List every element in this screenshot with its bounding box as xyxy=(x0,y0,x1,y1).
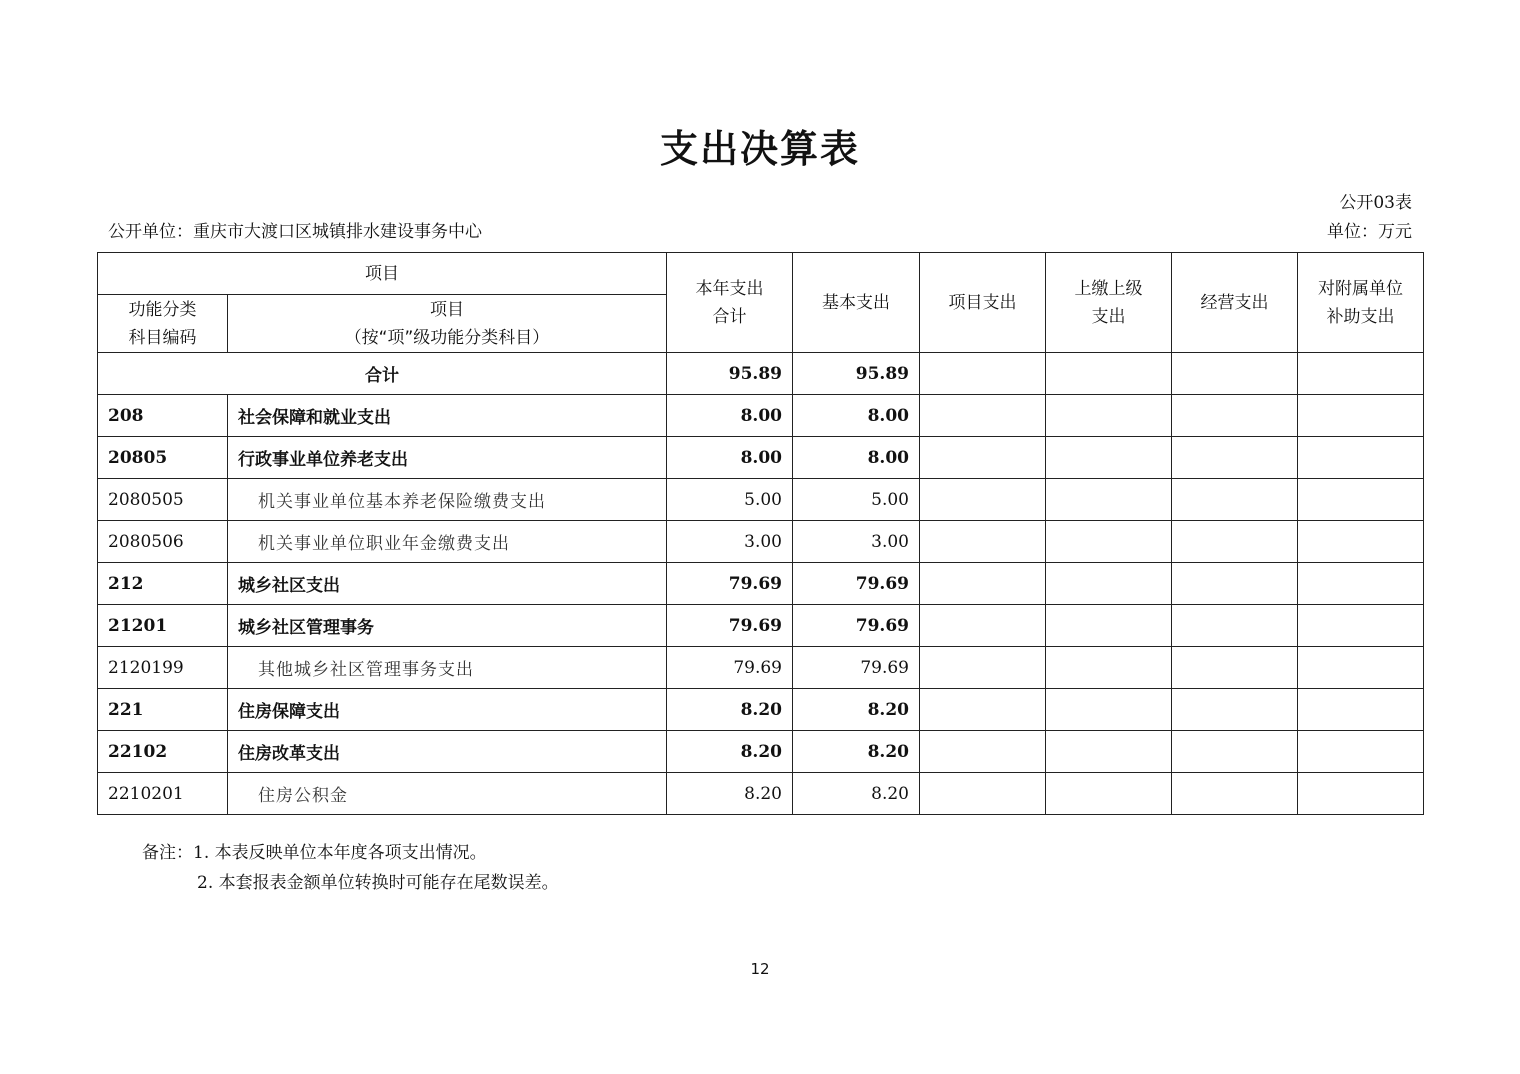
row-basic: 8.20 xyxy=(793,731,920,773)
header-project-group: 项目 xyxy=(98,253,667,295)
total-basic: 95.89 xyxy=(793,353,920,395)
row-code: 2210201 xyxy=(98,773,228,815)
row-name: 住房公积金 xyxy=(228,773,667,815)
page-number: 12 xyxy=(750,960,770,978)
row-basic: 8.00 xyxy=(793,395,920,437)
row-name: 其他城乡社区管理事务支出 xyxy=(228,647,667,689)
header-project: 项目支出 xyxy=(920,253,1046,353)
total-row xyxy=(98,353,1424,395)
row-code: 208 xyxy=(98,395,228,437)
table-row xyxy=(98,731,1424,773)
row-name: 城乡社区支出 xyxy=(228,563,667,605)
row-name: 机关事业单位职业年金缴费支出 xyxy=(228,521,667,563)
row-total: 5.00 xyxy=(667,479,793,521)
row-basic: 5.00 xyxy=(793,479,920,521)
row-code: 212 xyxy=(98,563,228,605)
row-code: 21201 xyxy=(98,605,228,647)
row-basic: 79.69 xyxy=(793,605,920,647)
organization-label: 公开单位：重庆市大渡口区城镇排水建设事务中心 xyxy=(108,222,482,242)
row-basic: 8.00 xyxy=(793,437,920,479)
unit-label: 单位：万元 xyxy=(1327,222,1412,242)
row-total: 8.00 xyxy=(667,437,793,479)
row-total: 3.00 xyxy=(667,521,793,563)
table-row xyxy=(98,647,1424,689)
form-number: 公开03表 xyxy=(1339,193,1412,213)
row-code: 20805 xyxy=(98,437,228,479)
row-name: 行政事业单位养老支出 xyxy=(228,437,667,479)
row-name: 机关事业单位基本养老保险缴费支出 xyxy=(228,479,667,521)
table-row xyxy=(98,605,1424,647)
header-basic: 基本支出 xyxy=(793,253,920,353)
expenditure-table xyxy=(97,252,1424,815)
header-upper: 上缴上级 支出 xyxy=(1046,253,1172,353)
header-code: 功能分类 科目编码 xyxy=(98,295,228,353)
table-row xyxy=(98,437,1424,479)
page-title: 支出决算表 xyxy=(659,127,860,171)
header-operating: 经营支出 xyxy=(1172,253,1298,353)
row-total: 8.20 xyxy=(667,731,793,773)
row-total: 79.69 xyxy=(667,647,793,689)
row-total: 8.20 xyxy=(667,773,793,815)
total-label: 合计 xyxy=(98,353,667,395)
row-name: 住房保障支出 xyxy=(228,689,667,731)
row-name: 社会保障和就业支出 xyxy=(228,395,667,437)
row-name: 住房改革支出 xyxy=(228,731,667,773)
row-code: 22102 xyxy=(98,731,228,773)
row-total: 79.69 xyxy=(667,563,793,605)
row-total: 8.00 xyxy=(667,395,793,437)
row-code: 2080506 xyxy=(98,521,228,563)
total-amount: 95.89 xyxy=(667,353,793,395)
table-row xyxy=(98,773,1424,815)
table-row xyxy=(98,521,1424,563)
row-basic: 8.20 xyxy=(793,773,920,815)
header-subsidy: 对附属单位 补助支出 xyxy=(1298,253,1424,353)
table-row xyxy=(98,563,1424,605)
row-basic: 8.20 xyxy=(793,689,920,731)
row-total: 8.20 xyxy=(667,689,793,731)
row-code: 221 xyxy=(98,689,228,731)
header-total: 本年支出 合计 xyxy=(667,253,793,353)
row-basic: 3.00 xyxy=(793,521,920,563)
notes xyxy=(142,838,559,898)
note-line-1: 备注：1. 本表反映单位本年度各项支出情况。 xyxy=(142,843,487,863)
row-code: 2120199 xyxy=(98,647,228,689)
row-name: 城乡社区管理事务 xyxy=(228,605,667,647)
row-basic: 79.69 xyxy=(793,647,920,689)
table-row xyxy=(98,689,1424,731)
row-basic: 79.69 xyxy=(793,563,920,605)
table-row xyxy=(98,395,1424,437)
note-line-2: 2. 本套报表金额单位转换时可能存在尾数误差。 xyxy=(197,873,559,893)
row-code: 2080505 xyxy=(98,479,228,521)
header-name: 项目 （按“项”级功能分类科目） xyxy=(228,295,667,353)
row-total: 79.69 xyxy=(667,605,793,647)
table-row xyxy=(98,479,1424,521)
